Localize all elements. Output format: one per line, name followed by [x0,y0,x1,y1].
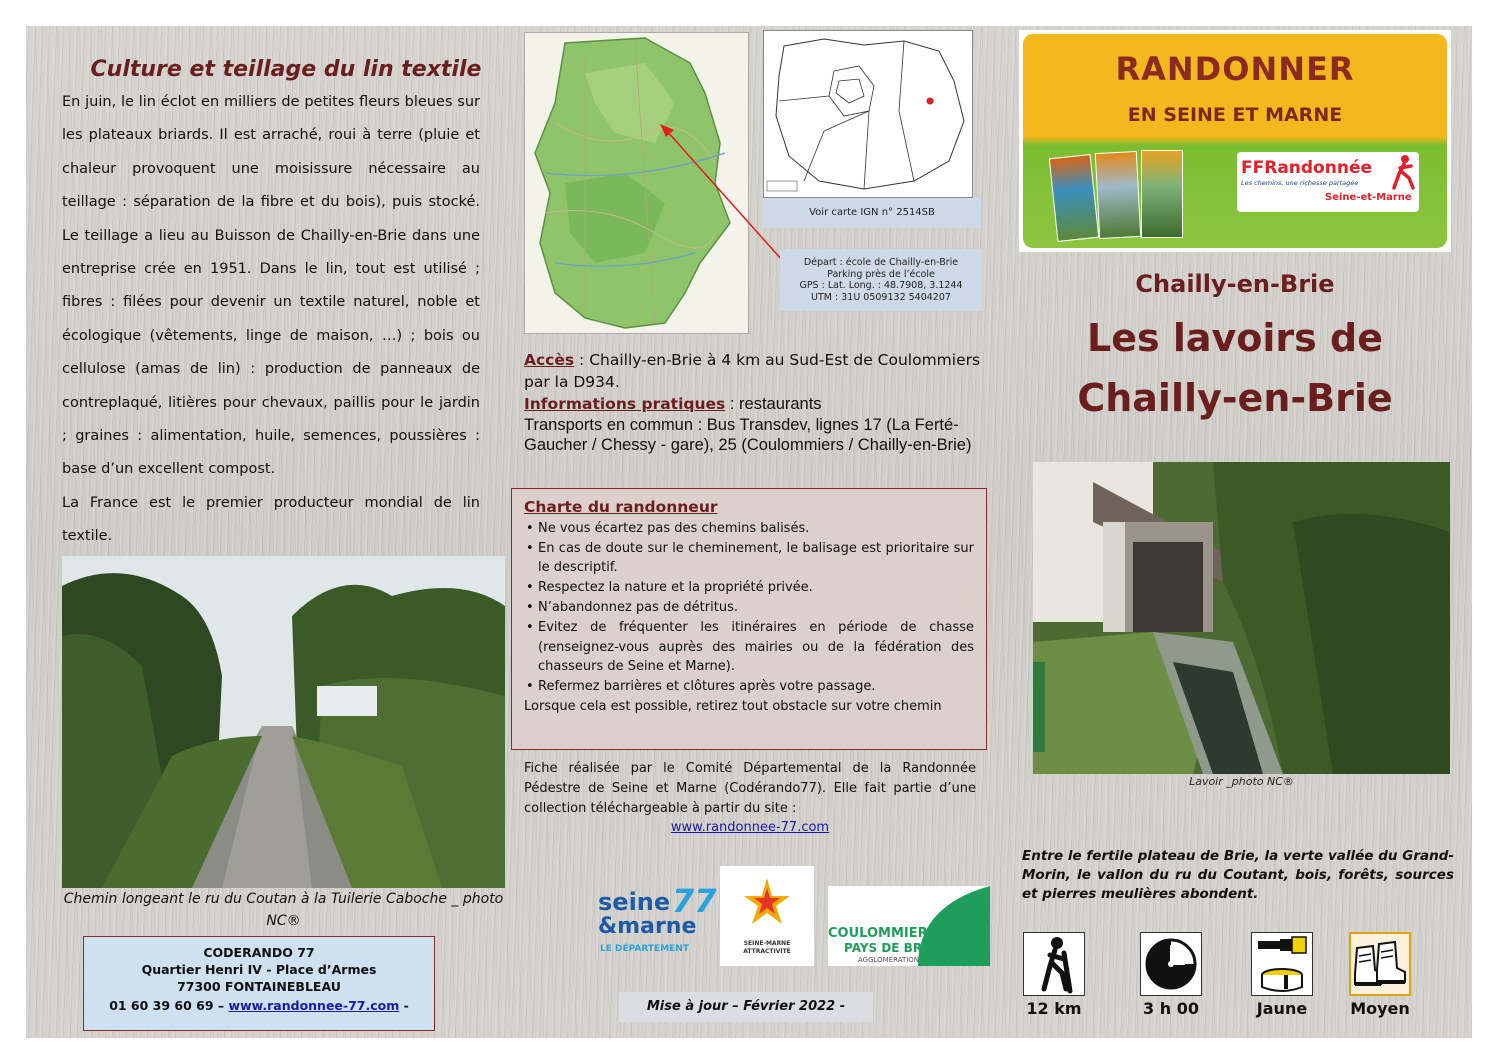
access-text: : Chailly-en-Brie à 4 km au Sud-Est de Coulommiers par la D934. [524,351,981,391]
lavoir-photo-illustration [1033,462,1450,774]
sm-logo-text: SEINE-MARNE ATTRACTIVITÉ [743,940,791,955]
practical-info-label: Informations pratiques [524,395,726,413]
charter-item: • En cas de doute sur le cheminement, le balisage est prioritaire sur le descriptif. [538,539,974,579]
flax-section-title: Culture et teillage du lin textile [90,57,482,82]
duration-picto [1140,932,1202,996]
charter-title: Charte du randonneur [524,498,718,516]
coulommiers-text-1: COULOMMIERS [828,926,937,941]
contact-phone: 01 60 39 60 69 – [109,998,225,1013]
logo-departement-text: LE DÉPARTEMENT [600,944,689,954]
contact-website-link[interactable]: www.randonnee-77.com [228,998,400,1013]
banner-line-1: RANDONNER [1115,50,1355,88]
coulommiers-text-3: AGGLOMÉRATION [858,956,920,964]
logo-77-number: 77 [672,882,717,920]
access-line [524,349,984,393]
ff-walker-icon [1391,154,1415,190]
difficulty-picto [1349,932,1411,996]
boots-icon [1351,934,1409,994]
paint-brush-icon [1252,933,1312,995]
hiker-icon [1024,933,1084,995]
charter-item: • Ne vous écartez pas des chemins balisés. [538,519,974,539]
seine-marne-attractivite-logo [720,866,814,966]
star-logo-icon [720,866,814,936]
logo-seine-text: seine [598,888,671,916]
ffrandonnee-logo [1237,152,1419,212]
difficulty-label: Moyen [1350,999,1410,1018]
practical-info-line [524,393,984,415]
charter-list [524,519,974,697]
contact-box [83,936,435,1031]
main-title [1019,308,1451,428]
ile-de-france-map [763,30,973,198]
ign-map-label: Voir carte IGN n° 2514SB [763,198,981,228]
departure-info-box [780,249,982,311]
main-title-line-1: Les lavoirs de [1087,316,1383,360]
banner-line-2: EN SEINE ET MARNE [1127,104,1343,126]
practical-info-text: : restaurants [725,395,822,413]
utm-line: UTM : 31U 0509132 5404207 [811,291,951,303]
contact-address-1: Quartier Henri IV - Place d’Armes [141,962,377,977]
contact-org: CODERANDO 77 [203,945,315,960]
duration-label: 3 h 00 [1143,999,1199,1018]
marking-label: Jaune [1256,999,1308,1018]
charter-closing: Lorsque cela est possible, retirez tout obstacle sur votre chemin [524,698,942,714]
contact-phone-line [84,997,434,1014]
main-title-line-2: Chailly-en-Brie [1077,376,1393,420]
randonner-banner [1019,30,1451,252]
charter-item: • N’abandonnez pas de détritus. [538,598,974,618]
flax-paragraph-2: La France est le premier producteur mondial de lin textile. [62,494,480,545]
seine-et-marne-department-logo [592,884,716,970]
charter-item: • Refermez barrières et clôtures après votre passage. [538,677,974,697]
guidebook-covers [1053,146,1183,241]
coulommiers-logo [828,886,990,966]
distance-label: 12 km [1026,999,1082,1018]
ile-de-france-map-drawing [764,31,972,197]
brochure-page [26,26,1472,1038]
intro-text: Entre le fertile plateau de Brie, la verte vallée du Grand-Morin, le vallon du ru du Coutant, bois, forêts, sources et pierres meulières abondent. [1022,848,1454,902]
ff-region: Seine-et-Marne [1325,192,1412,203]
banner-background [1023,34,1447,248]
ff-tagline: Les chemins, une richesse partagée [1241,179,1359,187]
charter-item: • Evitez de fréquenter les itinéraires en période de chasse (renseignez-vous auprès des mairies ou de la fédération des chasseurs de Seine et Marne). [538,618,974,677]
flax-paragraph-1: En juin, le lin éclot en milliers de petites fleurs bleues sur les plateaux briards. Il est arraché, roui à terre (pluie et chaleur provoquent une moisissure nécessaire au teillage : séparation de la fibre et du bois), puis stocké. Le teillage a lieu au Buisson de Chailly-en-Brie dans une entreprise crée en 1951. Dans le lin, tout est utilisé ; fibres : filées pour devenir un textile naturel, noble et écologique (vêtements, linge de maison, …) ; bois ou cellulose (amas de lin) : production de panneaux de contreplaqué, litières pour chevaux, paillis pour le jardin ; graines : alimentation, huile, semences, poussières : base d’un excellent compost. [62,94,480,478]
contact-address-2: 77300 FONTAINEBLEAU [177,979,341,994]
access-info [524,349,984,455]
town-name: Chailly-en-Brie [1135,270,1335,298]
contact-suffix: - [399,998,409,1013]
marking-picto [1251,932,1313,996]
path-photo-illustration [62,556,505,888]
transport-text: Transports en commun : Bus Transdev, lignes 17 (La Ferté-Gaucher / Chessy - gare), 25 (Coulommiers / Chailly-en-Brie) [524,416,972,454]
gps-line: GPS : Lat. Long. : 48.7908, 3.1244 [799,280,963,291]
path-photo [62,556,505,888]
hiker-charter-box [511,488,987,750]
lavoir-photo [1033,462,1450,774]
coulommiers-text-2: PAYS DE BRIE [844,941,935,955]
fiche-credits [524,759,976,838]
lavoir-photo-caption: Lavoir _photo NC® [1189,775,1294,788]
parking-line: Parking près de l’école [827,268,935,280]
fiche-text: Fiche réalisée par le Comité Départemental de la Randonnée Pédestre de Seine et Marne (Codérando77). Elle fait partie d’une collection téléchargeable à partir du site : [524,761,976,816]
flax-text [62,86,480,554]
departure-line: Départ : école de Chailly-en-Brie [803,257,959,268]
clock-icon [1141,933,1201,995]
update-date: Mise à jour – Février 2022 - [619,992,873,1022]
logo-marne-text: &marne [598,914,697,939]
access-label: Accès [524,351,575,369]
path-photo-caption: Chemin longeant le ru du Coutan à la Tuilerie Caboche _ photo NC® [63,891,504,929]
distance-picto [1023,932,1085,996]
fiche-website-link[interactable]: www.randonnee-77.com [670,820,830,836]
charter-item: • Respectez la nature et la propriété privée. [538,578,974,598]
ff-logo-text: FFRandonnée [1241,158,1373,178]
